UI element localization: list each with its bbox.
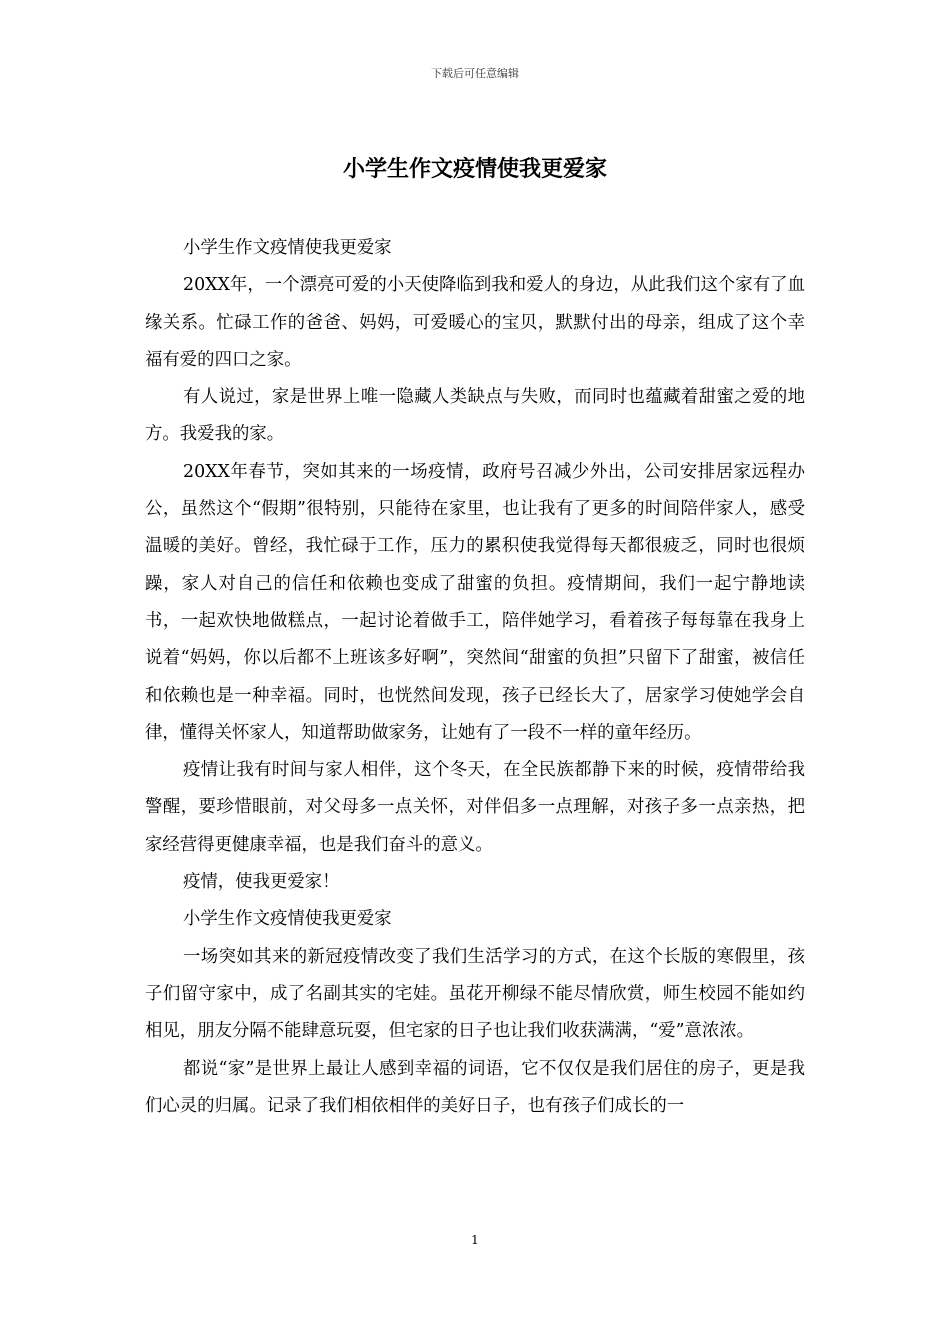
paragraph-subtitle: 小学生作文疫情使我更爱家 (183, 909, 392, 930)
paragraph: 一场突如其来的新冠疫情改变了我们生活学习的方式，在这个长版的寒假里，孩子们留守家中，成了名副其实的宅娃。虽花开柳绿不能尽情欣赏，师生校园不能如约相见，朋友分隔不能肆意玩耍，但宅家的日子也让我们收获满满，“爱”意浓浓。 (145, 946, 805, 1042)
paragraph: 疫情，使我更爱家！ (183, 872, 340, 893)
paragraph-subtitle: 小学生作文疫情使我更爱家 (183, 238, 392, 258)
paragraph: 都说“家”是世界上最让人感到幸福的词语，它不仅仅是我们居住的房子，更是我们心灵的归属。记录了我们相依相伴的美好日子，也有孩子们成长的一 (145, 1058, 805, 1116)
page-number: 1 (471, 1233, 479, 1247)
paragraph: 疫情让我有时间与家人相伴，这个冬天，在全民族都静下来的时候，疫情带给我警醒，要珍惜眼前，对父母多一点关怀，对伴侣多一点理解，对孩子多一点亲热，把家经营得更健康幸福，也是我们奋斗的意义。 (145, 760, 805, 855)
paragraph: 20XX年春节，突如其来的一场疫情，政府号召减少外出，公司安排居家远程办公，虽然这个“假期”很特别，只能待在家里，也让我有了更多的时间陪伴家人，感受温暖的美好。曾经，我忙碌于工作，压力的累积使我觉得每天都很疲乏，同时也很烦躁，家人对自己的信任和依赖也变成了甜蜜的负担。疫情期间，我们一起宁静地读书，一起欢快地做糕点，一起讨论着做手工，陪伴她学习，看着孩子每每靠在我身上说着“妈妈，你以后都不上班该多好啊”，突然间“甜蜜的负担”只留下了甜蜜，被信任和依赖也是一种幸福。同时，也恍然间发现，孩子已经长大了，居家学习使她学会自律，懂得关怀家人，知道帮助做家务，让她有了一段不一样的童年经历。 (145, 461, 805, 743)
paragraph: 20XX年，一个漂亮可爱的小天使降临到我和爱人的身边，从此我们这个家有了血缘关系。忙碌工作的爸爸、妈妈，可爱暖心的宝贝，默默付出的母亲，组成了这个幸福有爱的四口之家。 (145, 275, 805, 370)
page-header-note: 下载后可任意编辑 (431, 67, 519, 80)
paragraph: 有人说过，家是世界上唯一隐藏人类缺点与失败，而同时也蕴藏着甜蜜之爱的地方。我爱我的家。 (145, 387, 805, 445)
document-title: 小学生作文疫情使我更爱家 (342, 157, 607, 182)
document-body (145, 230, 805, 1125)
